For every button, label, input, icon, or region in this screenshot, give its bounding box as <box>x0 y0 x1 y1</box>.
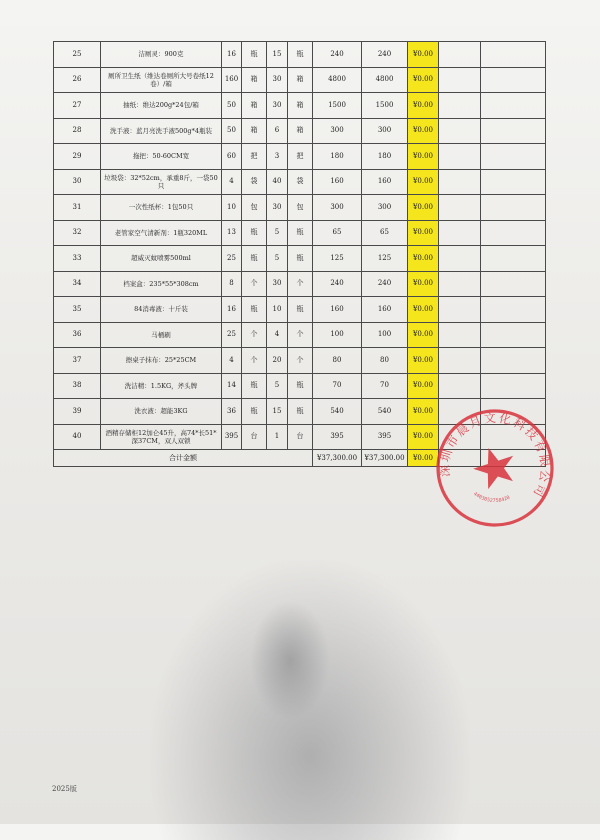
blank-cell <box>439 195 481 221</box>
cell-pack: 30 <box>267 271 288 297</box>
cell-no: 27 <box>54 93 101 119</box>
cell-pack: 20 <box>267 348 288 374</box>
cell-tax: ¥0.00 <box>408 399 439 425</box>
cell-price: 70 <box>313 373 362 399</box>
cell-price: 125 <box>313 246 362 272</box>
cell-unit: 个 <box>242 348 267 374</box>
table-row <box>54 42 546 68</box>
cell-unit: 瓶 <box>242 246 267 272</box>
cell-qty: 25 <box>222 322 242 348</box>
cell-unit: 把 <box>242 144 267 170</box>
footer-version: 2025版 <box>52 785 77 793</box>
cell-pack-unit: 箱 <box>288 118 313 144</box>
cell-no: 33 <box>54 246 101 272</box>
cell-name: 擦桌子抹布：25*25CM <box>101 348 222 374</box>
cell-unit: 袋 <box>242 169 267 195</box>
cell-tax: ¥0.00 <box>408 348 439 374</box>
cell-no: 36 <box>54 322 101 348</box>
cell-qty: 25 <box>222 246 242 272</box>
table-row <box>54 118 546 144</box>
cell-pack: 15 <box>267 399 288 425</box>
cell-price: 100 <box>313 322 362 348</box>
cell-pack-unit: 瓶 <box>288 42 313 68</box>
svg-text:4403052758420 <box>471 482 511 512</box>
cell-no: 38 <box>54 373 101 399</box>
cell-tax: ¥0.00 <box>408 144 439 170</box>
cell-name: 档案盒：235*55*308cm <box>101 271 222 297</box>
table-row <box>54 144 546 170</box>
cell-pack-unit: 瓶 <box>288 399 313 425</box>
cell-price: 540 <box>313 399 362 425</box>
cell-price: 180 <box>313 144 362 170</box>
cell-pack-unit: 把 <box>288 144 313 170</box>
blank-cell <box>481 67 546 93</box>
cell-pack-unit: 瓶 <box>288 246 313 272</box>
blank-cell <box>481 144 546 170</box>
blank-cell <box>481 322 546 348</box>
cell-amount: 160 <box>362 297 408 323</box>
total-tax: ¥0.00 <box>408 450 439 467</box>
cell-pack: 5 <box>267 246 288 272</box>
cell-tax: ¥0.00 <box>408 195 439 221</box>
cell-amount: 100 <box>362 322 408 348</box>
blank-cell <box>481 42 546 68</box>
cell-tax: ¥0.00 <box>408 424 439 450</box>
cell-unit: 瓶 <box>242 373 267 399</box>
cell-name: 垃圾袋：32*52cm，承重8斤，一袋50只 <box>101 169 222 195</box>
table-row <box>54 67 546 93</box>
cell-qty: 8 <box>222 271 242 297</box>
cell-no: 25 <box>54 42 101 68</box>
cell-qty: 60 <box>222 144 242 170</box>
quotation-table <box>53 41 546 467</box>
cell-no: 29 <box>54 144 101 170</box>
cell-tax: ¥0.00 <box>408 220 439 246</box>
cell-no: 28 <box>54 118 101 144</box>
cell-unit: 个 <box>242 322 267 348</box>
cell-pack-unit: 台 <box>288 424 313 450</box>
cell-name: 洗衣液：超能3KG <box>101 399 222 425</box>
cell-amount: 180 <box>362 144 408 170</box>
cell-name: 超威灭蚊喷雾500ml <box>101 246 222 272</box>
table-row <box>54 195 546 221</box>
cell-tax: ¥0.00 <box>408 297 439 323</box>
cell-qty: 160 <box>222 67 242 93</box>
blank-cell <box>439 322 481 348</box>
blank-cell <box>481 348 546 374</box>
blank-cell <box>439 220 481 246</box>
cell-name: 一次性纸杯：1包50只 <box>101 195 222 221</box>
cell-pack-unit: 瓶 <box>288 373 313 399</box>
blank-cell <box>481 271 546 297</box>
cell-no: 37 <box>54 348 101 374</box>
cell-pack: 15 <box>267 42 288 68</box>
table-row <box>54 93 546 119</box>
blank-cell <box>439 271 481 297</box>
blank-cell <box>481 297 546 323</box>
blank-cell <box>481 373 546 399</box>
cell-qty: 4 <box>222 169 242 195</box>
cell-amount: 1500 <box>362 93 408 119</box>
cell-price: 80 <box>313 348 362 374</box>
cell-pack: 5 <box>267 373 288 399</box>
cell-pack: 3 <box>267 144 288 170</box>
cell-tax: ¥0.00 <box>408 169 439 195</box>
cell-pack: 6 <box>267 118 288 144</box>
cell-qty: 14 <box>222 373 242 399</box>
cell-pack: 30 <box>267 93 288 119</box>
hand-shadow-core <box>250 600 330 720</box>
blank-cell <box>481 93 546 119</box>
hand-shadow <box>150 560 470 840</box>
cell-amount: 240 <box>362 42 408 68</box>
cell-qty: 13 <box>222 220 242 246</box>
cell-name: 拖把：50-60CM宽 <box>101 144 222 170</box>
cell-pack: 1 <box>267 424 288 450</box>
star-icon <box>469 442 521 492</box>
cell-price: 160 <box>313 297 362 323</box>
table-row <box>54 297 546 323</box>
blank-cell <box>439 93 481 119</box>
blank-cell <box>439 42 481 68</box>
cell-amount: 540 <box>362 399 408 425</box>
blank-cell <box>439 297 481 323</box>
table-row <box>54 348 546 374</box>
blank-cell <box>439 169 481 195</box>
cell-no: 31 <box>54 195 101 221</box>
cell-pack-unit: 个 <box>288 348 313 374</box>
cell-name: 84消毒液：十斤装 <box>101 297 222 323</box>
cell-pack-unit: 袋 <box>288 169 313 195</box>
blank-cell <box>439 118 481 144</box>
cell-pack-unit: 包 <box>288 195 313 221</box>
blank-cell <box>439 246 481 272</box>
cell-unit: 箱 <box>242 93 267 119</box>
cell-pack: 10 <box>267 297 288 323</box>
cell-pack: 40 <box>267 169 288 195</box>
cell-no: 32 <box>54 220 101 246</box>
blank-cell <box>439 348 481 374</box>
cell-qty: 395 <box>222 424 242 450</box>
cell-no: 30 <box>54 169 101 195</box>
cell-price: 4800 <box>313 67 362 93</box>
cell-name: 酒精存储柜12加仑45升，高74*长51*深37CM，双人双锁 <box>101 424 222 450</box>
cell-name: 抽纸：维达200g*24包/箱 <box>101 93 222 119</box>
cell-pack-unit: 个 <box>288 271 313 297</box>
cell-no: 26 <box>54 67 101 93</box>
cell-price: 160 <box>313 169 362 195</box>
cell-price: 1500 <box>313 93 362 119</box>
cell-pack-unit: 瓶 <box>288 220 313 246</box>
cell-price: 300 <box>313 118 362 144</box>
cell-price: 300 <box>313 195 362 221</box>
total-label: 合计金额 <box>54 450 313 467</box>
cell-amount: 160 <box>362 169 408 195</box>
cell-unit: 台 <box>242 424 267 450</box>
total-amount: ¥37,300.00 <box>362 450 408 467</box>
cell-tax: ¥0.00 <box>408 271 439 297</box>
cell-qty: 4 <box>222 348 242 374</box>
cell-unit: 瓶 <box>242 42 267 68</box>
cell-amount: 4800 <box>362 67 408 93</box>
table-row <box>54 271 546 297</box>
cell-unit: 瓶 <box>242 399 267 425</box>
cell-pack-unit: 箱 <box>288 67 313 93</box>
table-row <box>54 220 546 246</box>
blank-cell <box>481 220 546 246</box>
cell-no: 40 <box>54 424 101 450</box>
cell-amount: 70 <box>362 373 408 399</box>
cell-pack-unit: 瓶 <box>288 297 313 323</box>
blank-cell <box>481 195 546 221</box>
table-body <box>54 42 546 450</box>
cell-pack: 30 <box>267 67 288 93</box>
cell-qty: 10 <box>222 195 242 221</box>
cell-tax: ¥0.00 <box>408 67 439 93</box>
cell-price: 395 <box>313 424 362 450</box>
cell-qty: 50 <box>222 93 242 119</box>
cell-pack: 5 <box>267 220 288 246</box>
cell-unit: 箱 <box>242 118 267 144</box>
cell-price: 240 <box>313 42 362 68</box>
cell-qty: 16 <box>222 42 242 68</box>
blank-cell <box>481 118 546 144</box>
cell-tax: ¥0.00 <box>408 42 439 68</box>
cell-amount: 125 <box>362 246 408 272</box>
cell-name: 洁厕灵：900克 <box>101 42 222 68</box>
cell-tax: ¥0.00 <box>408 373 439 399</box>
cell-amount: 80 <box>362 348 408 374</box>
cell-pack: 30 <box>267 195 288 221</box>
cell-name: 厕所卫生纸（维达卷厕所大号卷纸12卷）/箱 <box>101 67 222 93</box>
total-price: ¥37,300.00 <box>313 450 362 467</box>
cell-amount: 240 <box>362 271 408 297</box>
cell-name: 洗洁精：1.5KG，斧头牌 <box>101 373 222 399</box>
cell-unit: 个 <box>242 271 267 297</box>
cell-qty: 50 <box>222 118 242 144</box>
cell-unit: 瓶 <box>242 220 267 246</box>
cell-pack-unit: 箱 <box>288 93 313 119</box>
cell-no: 34 <box>54 271 101 297</box>
cell-price: 65 <box>313 220 362 246</box>
cell-amount: 65 <box>362 220 408 246</box>
table-row <box>54 373 546 399</box>
blank-cell <box>481 246 546 272</box>
table-row <box>54 169 546 195</box>
table-row <box>54 322 546 348</box>
cell-amount: 300 <box>362 195 408 221</box>
blank-cell <box>439 67 481 93</box>
cell-tax: ¥0.00 <box>408 118 439 144</box>
cell-name: 老管家空气清新剂：1瓶320ML <box>101 220 222 246</box>
cell-price: 240 <box>313 271 362 297</box>
blank-cell <box>439 144 481 170</box>
cell-amount: 300 <box>362 118 408 144</box>
cell-unit: 包 <box>242 195 267 221</box>
cell-qty: 16 <box>222 297 242 323</box>
cell-unit: 瓶 <box>242 297 267 323</box>
seal-number: 4403052758420 <box>472 491 511 505</box>
cell-tax: ¥0.00 <box>408 93 439 119</box>
cell-name: 马桶刷 <box>101 322 222 348</box>
cell-tax: ¥0.00 <box>408 322 439 348</box>
cell-pack: 4 <box>267 322 288 348</box>
cell-no: 39 <box>54 399 101 425</box>
cell-pack-unit: 个 <box>288 322 313 348</box>
seal-text: 深圳市晨月文化科技有限公司 <box>437 410 553 501</box>
blank-cell <box>439 373 481 399</box>
cell-unit: 箱 <box>242 67 267 93</box>
cell-name: 洗手液：蓝月亮洗手液500g*4瓶装 <box>101 118 222 144</box>
company-seal <box>432 405 558 531</box>
cell-no: 35 <box>54 297 101 323</box>
blank-cell <box>481 169 546 195</box>
table-row <box>54 246 546 272</box>
cell-tax: ¥0.00 <box>408 246 439 272</box>
cell-qty: 36 <box>222 399 242 425</box>
cell-amount: 395 <box>362 424 408 450</box>
